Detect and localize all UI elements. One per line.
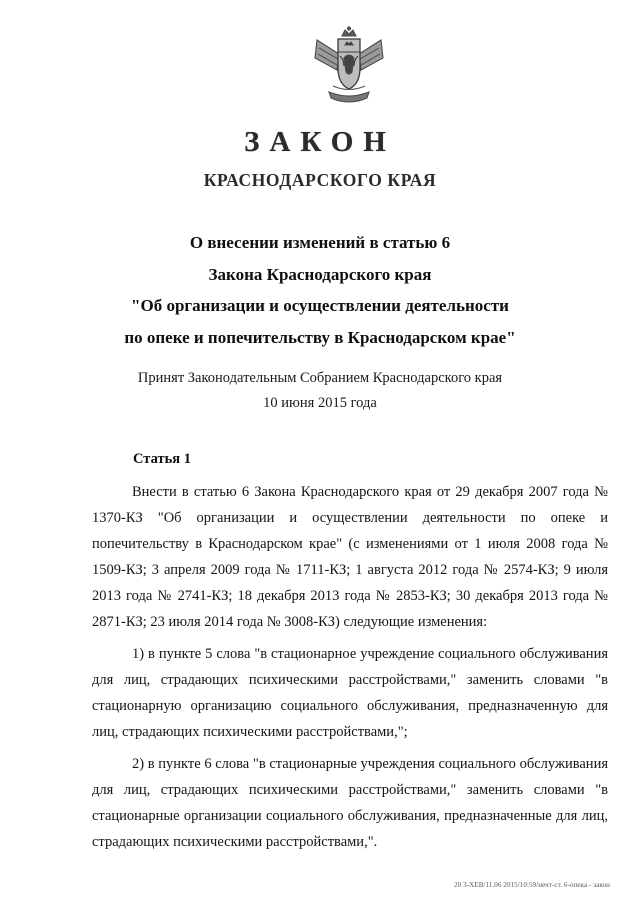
heading-line: Закона Краснодарского края — [208, 264, 432, 284]
paragraph: Внести в статью 6 Закона Краснодарского края от 29 декабря 2007 года № 1370-КЗ "Об организации и осуществлении деятельности по опеке и попечительству в Краснодарском крае" (с изменениями от 1 июля 2008 года № 1509-КЗ; 3 апреля 2009 года № 1711-КЗ; 1 августа 2012 года № 2574-КЗ; 9 июля 2013 года № 2741-КЗ; 18 декабря 2013 года № 2853-КЗ; 30 декабря 2013 года № 2871-КЗ; 23 июля 2014 года № 3008-КЗ) следующие изменения: — [92, 484, 608, 630]
heading-line: по опеке и попечительству в Краснодарском крае" — [124, 327, 516, 347]
footer-file-stamp: 20 3-XEB/11.06 2015/10:59/нечт-ст. 6-опека - закон — [454, 881, 610, 889]
heading-line: "Об организации и осуществлении деятельности — [131, 296, 509, 315]
region-title: КРАСНОДАРСКОГО КРАЯ — [203, 170, 437, 190]
article-body — [92, 479, 608, 861]
article-heading: Статья 1 — [133, 451, 191, 467]
coat-of-arms-icon — [309, 26, 389, 108]
paragraph: 2) в пункте 6 слова "в стационарные учреждения социального обслуживания для лиц, страдающих психическими расстройствами," заменить словами "в стационарные организации социального обслуживания, предназначенные для лиц, страдающих психическими расстройствами,". — [92, 756, 608, 850]
heading-line: О внесении изменений в статью 6 — [189, 233, 451, 252]
law-title: ЗАКОН — [244, 126, 396, 158]
paragraph: 1) в пункте 5 слова "в стационарное учреждение социального обслуживания для лиц, страдающих психическими расстройствами," заменить словами "в стационарную организацию социального обслуживания, предназначенную для лиц, страдающих психическими расстройствами,"; — [92, 646, 608, 740]
adoption-info — [0, 366, 640, 416]
adoption-date: 10 июня 2015 года — [263, 395, 377, 411]
adopted-by-line: Принят Законодательным Собранием Краснодарского края — [137, 370, 503, 386]
document-heading — [0, 227, 640, 353]
